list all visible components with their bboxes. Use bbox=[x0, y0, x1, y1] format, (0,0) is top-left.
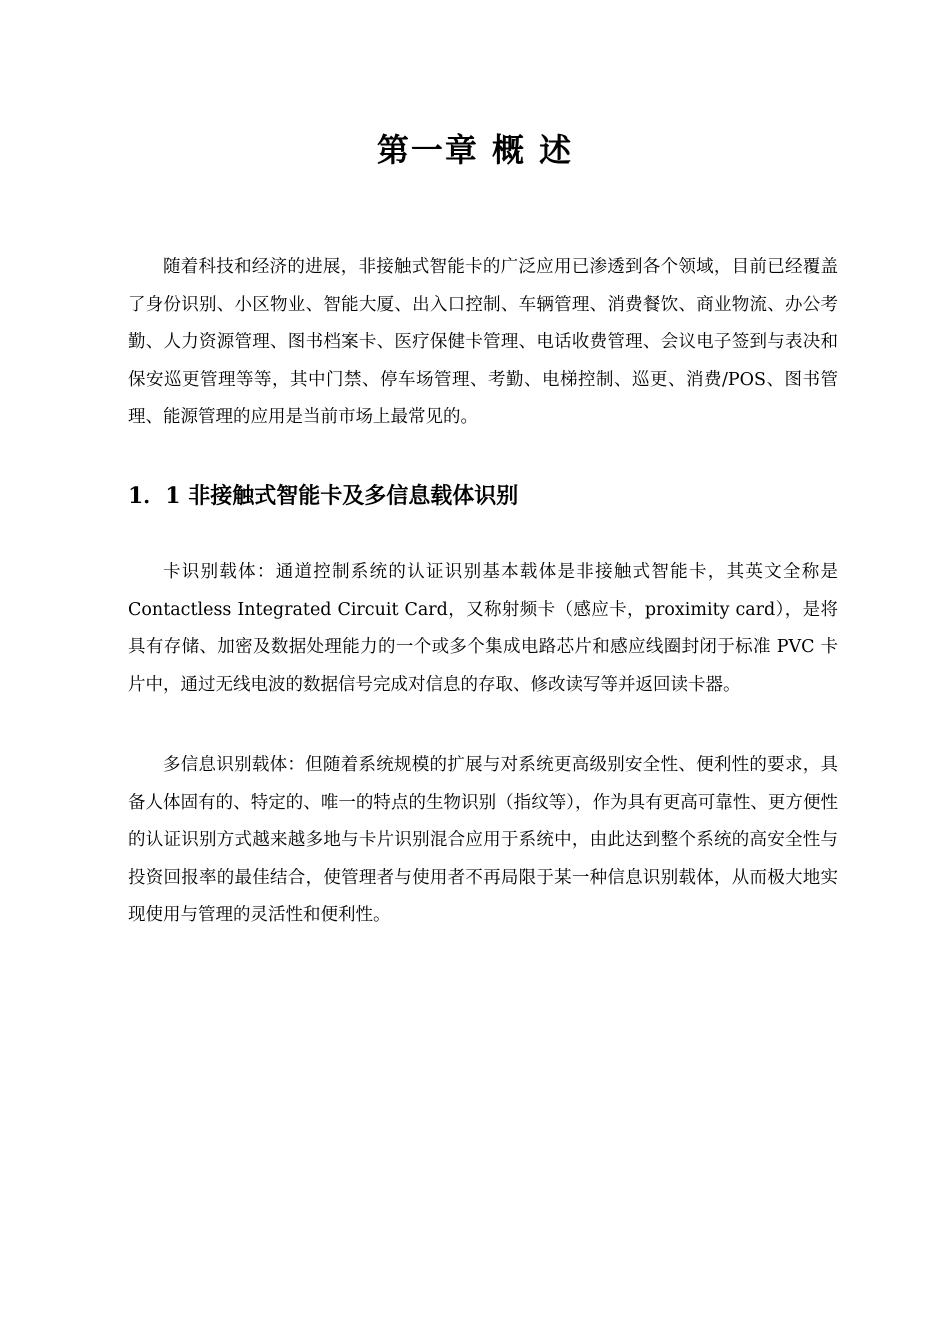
card-carrier-paragraph: 卡识别载体：通道控制系统的认证识别基本载体是非接触式智能卡，其英文全称是 Contactless Integrated Circuit Card，又称射频卡（感应卡，proximity card），是将具有存储、加密及数据处理能力的一个或多个集成电路芯片和感应线圈封闭于标准 PVC 卡片中，通过无线电波的数据信号完成对信息的存取、修改读写等并返回读卡器。 bbox=[128, 562, 838, 695]
section-title: 1．1 非接触式智能卡及多信息载体识别 bbox=[128, 483, 519, 509]
intro-paragraph: 随着科技和经济的进展，非接触式智能卡的广泛应用已渗透到各个领域，目前已经覆盖了身份识别、小区物业、智能大厦、出入口控制、车辆管理、消费餐饮、商业物流、办公考勤、人力资源管理、图书档案卡、医疗保健卡管理、电话收费管理、会议电子签到与表决和保安巡更管理等等，其中门禁、停车场管理、考勤、电梯控制、巡更、消费/POS、图书管理、能源管理的应用是当前市场上最常见的。 bbox=[128, 257, 838, 428]
multi-carrier-paragraph: 多信息识别载体：但随着系统规模的扩展与对系统更高级别安全性、便利性的要求，具备人体固有的、特定的、唯一的特点的生物识别（指纹等），作为具有更高可靠性、更方便性的认证识别方式越来越多地与卡片识别混合应用于系统中，由此达到整个系统的高安全性与投资回报率的最佳结合，使管理者与使用者不再局限于某一种信息识别载体，从而极大地实现使用与管理的灵活性和便利性。 bbox=[128, 755, 838, 926]
chapter-title: 第一章 概 述 bbox=[376, 131, 574, 169]
